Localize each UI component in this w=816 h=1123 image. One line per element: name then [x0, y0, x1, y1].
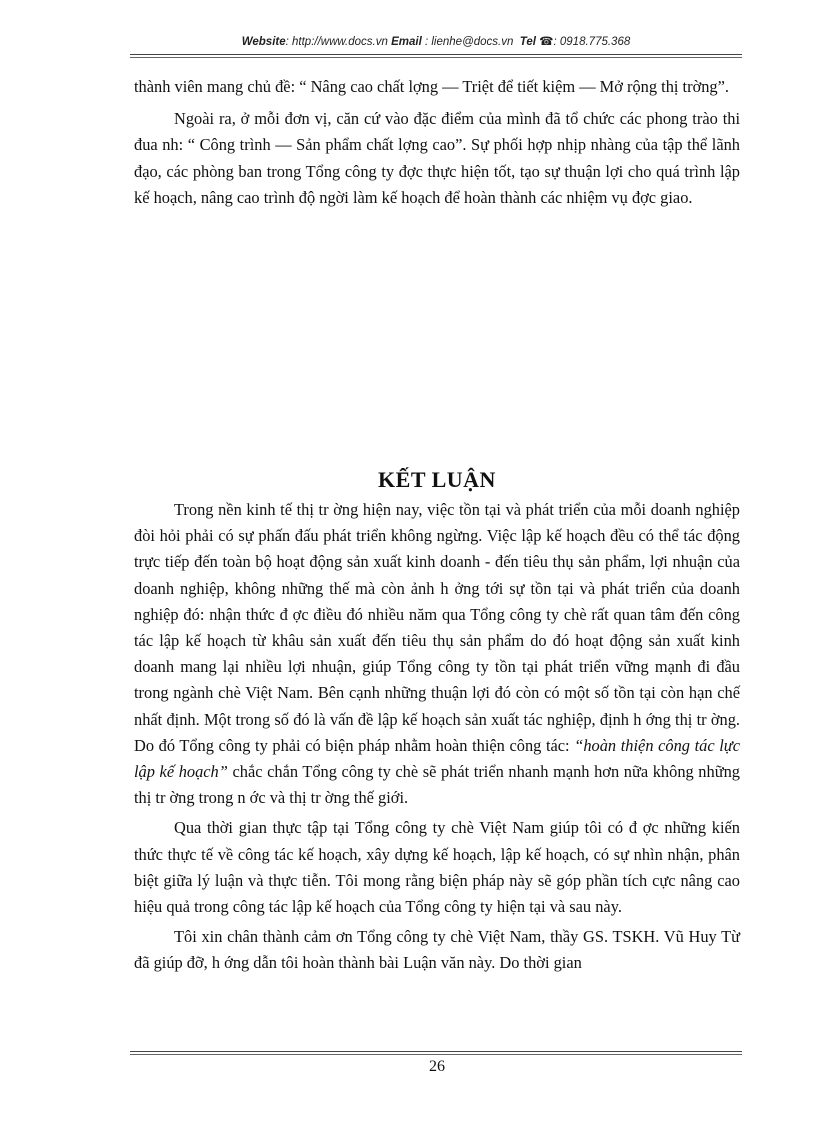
page-header: [130, 34, 742, 48]
tel-label: Tel: [519, 36, 536, 48]
top-paragraph-1: thành viên mang chủ đề: “ Nâng cao chất lợng — Triệt để tiết kiệm — Mở rộng thị trờng”.: [134, 77, 730, 96]
conclusion-title: KẾT LUẬN: [378, 467, 496, 492]
conclusion-p1-start: Trong nền kinh tế thị tr ờng hiện nay, việc tồn tại và phát triển của mỗi doanh nghiệp đòi hỏi phải có sự phấn đấu phát triển không ngừng. Việc lập kế hoạch đều có thể tác động trực tiếp đến toàn bộ hoạt động sản xuất kinh doanh - đến tiêu thụ sản phẩm, lợi nhuận của doanh nghiệp, không những thế mà còn ảnh h ởng tới sự tồn tại và phát triển của doanh nghiệp đó: nhận thức đ ợc điều đó nhiều năm qua Tổng công ty chè rất quan tâm đến công tác lập kế hoạch từ khâu sản xuất đến tiêu thụ sản phẩm do đó hoạt động sản xuất kinh doanh mang lại nhiều lợi nhuận, giúp Tổng công ty tồn tại phát triển vững mạnh đi đầu trong ngành chè Việt Nam. Bên cạnh những thuận lợi đó còn có một số tồn tại còn hạn chế nhất định. Một trong số đó là vấn đề lập kế hoạch sản xuất tác nghiệp, định h ớng thị tr ờng. Do đó Tổng công ty phải có biện pháp nhằm hoàn thiện công tác:: [134, 500, 740, 755]
header-divider: [130, 54, 742, 55]
conclusion-paragraph-2: Qua thời gian thực tập tại Tổng công ty chè Việt Nam giúp tôi có đ ợc những kiến thức thực tế về công tác kế hoạch, xây dựng kế hoạch, lập kế hoạch, có sự nhìn nhận, phân biệt giữa lý luận và thực tiễn. Tôi mong rằng biện pháp này sẽ góp phần tích cực nâng cao hiệu quả trong công tác lập kế hoạch của Tổng công ty hiện tại và sau này.: [134, 818, 740, 917]
top-paragraph-2: Ngoài ra, ở mỗi đơn vị, căn cứ vào đặc điểm của mình đã tổ chức các phong trào thi đua nh: “ Công trình — Sản phẩm chất lợng cao”. Sự phối hợp nhịp nhàng của tập thể lãnh đạo, các phòng ban trong Tổng công ty đợc thực hiện tốt, tạo sự thuận lợi cho quá trình lập kế hoạch, nâng cao trình độ ngời làm kế hoạch để hoàn thành các nhiệm vụ đợc giao.: [134, 109, 740, 207]
top-section: [134, 74, 740, 211]
conclusion-p1-end: chắc chắn Tổng công ty chè sẽ phát triển nhanh mạnh hơn nữa không những thị tr ờng trong n ớc và thị tr ờng thế giới.: [134, 762, 740, 808]
conclusion-section: [134, 497, 740, 977]
conclusion-p1-italic: “hoàn thiện công tác lực lập kế hoạch”: [134, 735, 741, 782]
phone-icon: ☎: [539, 36, 554, 48]
website-value: : http://www.docs.vn: [285, 36, 388, 48]
website-label: Website: [241, 36, 286, 48]
email-value: : lienhe@docs.vn: [424, 36, 514, 48]
conclusion-paragraph-3: Tôi xin chân thành cảm ơn Tổng công ty chè Việt Nam, thầy GS. TSKH. Vũ Huy Từ đã giúp đỡ, h ớng dẫn tôi hoàn thành bài Luận văn này. Do thời gian: [134, 927, 740, 973]
page-number: 26: [429, 1058, 445, 1075]
tel-value: : 0918.775.368: [553, 36, 631, 48]
email-label: Email: [391, 36, 422, 48]
footer-divider: [130, 1051, 742, 1052]
conclusion-paragraph-1: [134, 497, 740, 811]
footer-divider-inner: [130, 1054, 742, 1055]
header-divider-inner: [130, 57, 742, 58]
